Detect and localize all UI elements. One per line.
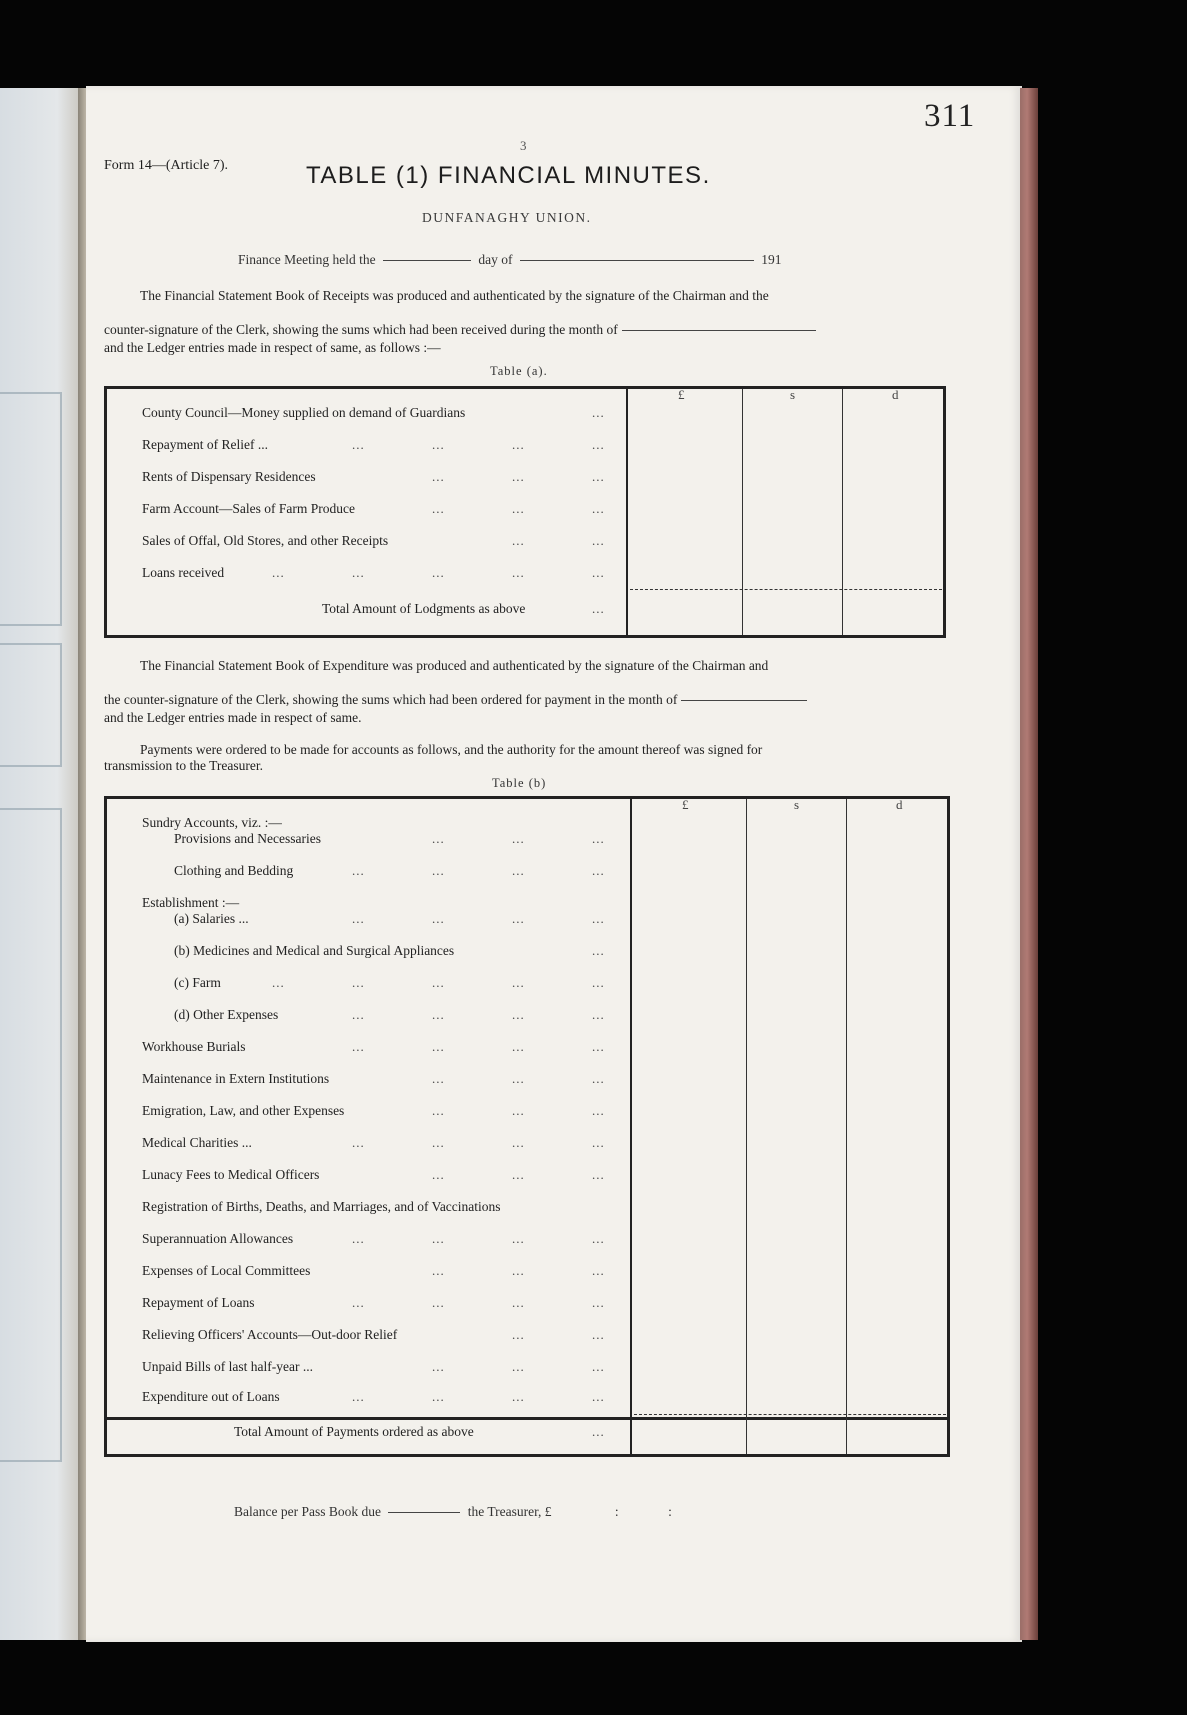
leader-dots: ...	[592, 1263, 605, 1278]
table-b-row: Superannuation Allowances	[142, 1231, 294, 1246]
leader-dots: ...	[352, 1007, 365, 1022]
leader-dots: ...	[592, 1135, 605, 1150]
ghost-table-box	[0, 808, 62, 1462]
leader-dots: ...	[512, 1167, 525, 1182]
leader-dots: ...	[432, 1039, 445, 1054]
leader-dots: ...	[592, 501, 605, 516]
leader-dots: ...	[512, 437, 525, 452]
title-initial: T	[306, 162, 321, 189]
leader-dots: ...	[352, 1295, 365, 1310]
leader-dots: ...	[352, 1389, 365, 1404]
leader-dots: ...	[512, 975, 525, 990]
table-b-row: Relieving Officers' Accounts—Out-door Relief	[142, 1327, 398, 1342]
leader-dots: ...	[592, 1359, 605, 1374]
table-b-total-rule	[634, 1414, 946, 1415]
table-a-row: Rents of Dispensary Residences	[142, 469, 316, 484]
expenditure-line-1: The Financial Statement Book of Expenditure was produced and authenticated by the signature of the Chairman and	[140, 658, 769, 673]
receipts-month-blank[interactable]	[622, 330, 816, 331]
leader-dots: ...	[352, 565, 365, 580]
expenditure-line-3: and the Ledger entries made in respect of same.	[104, 710, 362, 725]
table-b-left-border	[104, 799, 107, 1417]
leader-dots: ...	[512, 1389, 525, 1404]
table-a	[104, 386, 946, 638]
leader-dots: ...	[432, 975, 445, 990]
meeting-prefix: Finance Meeting held the	[238, 252, 376, 267]
title-rest: ABLE (1) FINANCIAL MINUTES.	[320, 162, 711, 189]
leader-dots: ...	[512, 863, 525, 878]
meeting-month-blank[interactable]	[520, 260, 754, 261]
balance-prefix: Balance per Pass Book due	[234, 1504, 381, 1519]
leader-dots: ...	[592, 911, 605, 926]
table-b-shillings-header: s	[794, 797, 800, 812]
balance-line	[234, 1504, 672, 1520]
table-b-row: Workhouse Burials	[142, 1039, 246, 1054]
table-b-total-right-border	[947, 1414, 950, 1454]
table-a-right-border	[943, 389, 946, 635]
table-a-row: Loans received	[142, 565, 225, 580]
table-b-total-pence-divider	[846, 1414, 847, 1454]
ghost-table-box	[0, 643, 62, 767]
table-b-pounds-header: £	[682, 797, 689, 812]
table-b	[104, 796, 950, 1420]
ghost-table-box	[0, 392, 62, 626]
expenditure-line-2-text: the counter-signature of the Clerk, showing the sums which had been ordered for payment in the month of	[104, 692, 678, 707]
leader-dots: ...	[592, 1295, 605, 1310]
table-b-row: Unpaid Bills of last half-year ...	[142, 1359, 313, 1374]
leader-dots: ...	[432, 469, 445, 484]
table-b-pence-header: d	[896, 797, 903, 812]
table-a-total-rule	[630, 589, 942, 590]
table-b-shillings-divider	[746, 799, 747, 1417]
leader-dots: ...	[512, 565, 525, 580]
union-name: DUNFANAGHY UNION.	[422, 210, 592, 225]
table-b-right-border	[947, 799, 950, 1417]
table-a-row: County Council—Money supplied on demand of Guardians	[142, 405, 466, 420]
establishment-heading: Establishment :—	[142, 895, 240, 910]
table-a-pence-header: d	[892, 387, 899, 402]
table-b-row: Provisions and Necessaries	[174, 831, 321, 846]
table-b-row: Expenditure out of Loans	[142, 1389, 280, 1404]
table-a-pounds-header: £	[678, 387, 685, 402]
table-b-row: (d) Other Expenses	[174, 1007, 279, 1022]
leader-dots: ...	[432, 911, 445, 926]
leader-dots: ...	[272, 565, 285, 580]
table-a-caption: Table (a).	[490, 364, 548, 378]
leader-dots: ...	[512, 1135, 525, 1150]
leader-dots: ...	[592, 1039, 605, 1054]
leader-dots: ...	[512, 911, 525, 926]
table-b-row: Repayment of Loans	[142, 1295, 255, 1310]
expenditure-month-blank[interactable]	[681, 700, 807, 701]
leader-dots: ...	[592, 1071, 605, 1086]
leader-dots: ...	[432, 1103, 445, 1118]
receipts-line-3: and the Ledger entries made in respect of same, as follows :—	[104, 340, 441, 355]
table-a-total-label: Total Amount of Lodgments as above	[322, 601, 526, 616]
leader-dots: ...	[352, 863, 365, 878]
leader-dots: ...	[592, 601, 605, 616]
leader-dots: ...	[592, 533, 605, 548]
table-b-total-pounds-divider	[630, 1414, 632, 1454]
leader-dots: ...	[592, 1389, 605, 1404]
table-a-shillings-header: s	[790, 387, 796, 402]
leader-dots: ...	[592, 469, 605, 484]
table-b-total-section	[104, 1414, 950, 1457]
leader-dots: ...	[592, 1231, 605, 1246]
table-b-row: Maintenance in Extern Institutions	[142, 1071, 330, 1086]
leader-dots: ...	[432, 1263, 445, 1278]
leader-dots: ...	[512, 1263, 525, 1278]
leader-dots: ...	[592, 1167, 605, 1182]
table-b-row: (a) Salaries ...	[174, 911, 249, 926]
leader-dots: ...	[352, 1135, 365, 1150]
leader-dots: ...	[512, 1359, 525, 1374]
leader-dots: ...	[512, 533, 525, 548]
leader-dots: ...	[512, 831, 525, 846]
table-b-row: Expenses of Local Committees	[142, 1263, 311, 1278]
previous-page-edge	[0, 88, 82, 1640]
leader-dots: ...	[432, 863, 445, 878]
leader-dots: ...	[432, 1071, 445, 1086]
table-a-shillings-divider	[742, 389, 743, 635]
receipts-line-2	[104, 322, 820, 338]
leader-dots: ...	[592, 863, 605, 878]
payments-line-1: Payments were ordered to be made for accounts as follows, and the authority for the amount thereof was signed for	[140, 742, 763, 757]
table-b-pounds-divider	[630, 799, 632, 1417]
table-a-pounds-divider	[626, 389, 628, 635]
leader-dots: ...	[432, 501, 445, 516]
leader-dots: ...	[592, 1424, 605, 1439]
leader-dots: ...	[512, 501, 525, 516]
table-a-row: Farm Account—Sales of Farm Produce	[142, 501, 355, 516]
leader-dots: ...	[432, 1167, 445, 1182]
table-b-row: (c) Farm	[174, 975, 221, 990]
leader-dots: ...	[432, 1389, 445, 1404]
table-b-total-shillings-divider	[746, 1414, 747, 1454]
page-title	[306, 162, 711, 190]
expenditure-line-2	[104, 692, 811, 708]
leader-dots: ...	[512, 1295, 525, 1310]
leader-dots: ...	[352, 437, 365, 452]
table-b-total-label: Total Amount of Payments ordered as above	[234, 1424, 474, 1439]
leader-dots: ...	[352, 975, 365, 990]
leader-dots: ...	[272, 975, 285, 990]
pounds-shillings-separator: :	[614, 1504, 619, 1519]
sheet-number: 3	[520, 138, 527, 153]
leader-dots: ...	[592, 405, 605, 420]
receipts-line-2-text: counter-signature of the Clerk, showing the sums which had been received during the month of	[104, 322, 618, 337]
leader-dots: ...	[592, 831, 605, 846]
table-b-row: Clothing and Bedding	[174, 863, 294, 878]
leader-dots: ...	[592, 943, 605, 958]
page-edge-binding	[1020, 88, 1038, 1640]
table-a-left-border	[104, 389, 107, 635]
table-b-row: Lunacy Fees to Medical Officers	[142, 1167, 320, 1182]
balance-suffix: the Treasurer, £	[467, 1504, 552, 1519]
leader-dots: ...	[432, 1007, 445, 1022]
table-b-row: Medical Charities ...	[142, 1135, 252, 1150]
leader-dots: ...	[592, 1007, 605, 1022]
leader-dots: ...	[512, 469, 525, 484]
table-a-row: Repayment of Relief ...	[142, 437, 268, 452]
table-b-row: Emigration, Law, and other Expenses	[142, 1103, 345, 1118]
meeting-year: 191	[761, 252, 782, 267]
leader-dots: ...	[352, 1039, 365, 1054]
leader-dots: ...	[432, 1135, 445, 1150]
leader-dots: ...	[512, 1071, 525, 1086]
leader-dots: ...	[512, 1231, 525, 1246]
table-b-caption: Table (b)	[492, 776, 547, 790]
table-a-pence-divider	[842, 389, 843, 635]
receipts-line-1: The Financial Statement Book of Receipts was produced and authenticated by the signature of the Chairman and the	[140, 288, 769, 303]
balance-blank[interactable]	[388, 1512, 460, 1513]
payments-line-2: transmission to the Treasurer.	[104, 758, 263, 773]
leader-dots: ...	[592, 975, 605, 990]
leader-dots: ...	[432, 565, 445, 580]
shillings-pence-separator: :	[668, 1504, 672, 1519]
leader-dots: ...	[592, 437, 605, 452]
leader-dots: ...	[432, 831, 445, 846]
leader-dots: ...	[352, 911, 365, 926]
document-page	[86, 86, 1022, 1642]
table-b-row: Registration of Births, Deaths, and Marriages, and of Vaccinations	[142, 1199, 501, 1214]
leader-dots: ...	[512, 1039, 525, 1054]
table-b-total-left-border	[104, 1414, 107, 1454]
table-b-pence-divider	[846, 799, 847, 1417]
leader-dots: ...	[512, 1103, 525, 1118]
meeting-day-blank[interactable]	[383, 260, 471, 261]
table-b-row: (b) Medicines and Medical and Surgical Appliances	[174, 943, 455, 958]
leader-dots: ...	[512, 1327, 525, 1342]
leader-dots: ...	[592, 1103, 605, 1118]
leader-dots: ...	[432, 1231, 445, 1246]
meeting-line	[238, 252, 781, 268]
leader-dots: ...	[432, 437, 445, 452]
leader-dots: ...	[512, 1007, 525, 1022]
leader-dots: ...	[592, 565, 605, 580]
leader-dots: ...	[432, 1359, 445, 1374]
sundry-accounts-heading: Sundry Accounts, viz. :—	[142, 815, 282, 830]
page-number: 311	[924, 98, 976, 134]
meeting-middle: day of	[478, 252, 513, 267]
leader-dots: ...	[432, 1295, 445, 1310]
table-a-row: Sales of Offal, Old Stores, and other Receipts	[142, 533, 389, 548]
leader-dots: ...	[352, 1231, 365, 1246]
leader-dots: ...	[592, 1327, 605, 1342]
form-label: Form 14—(Article 7).	[104, 158, 229, 173]
